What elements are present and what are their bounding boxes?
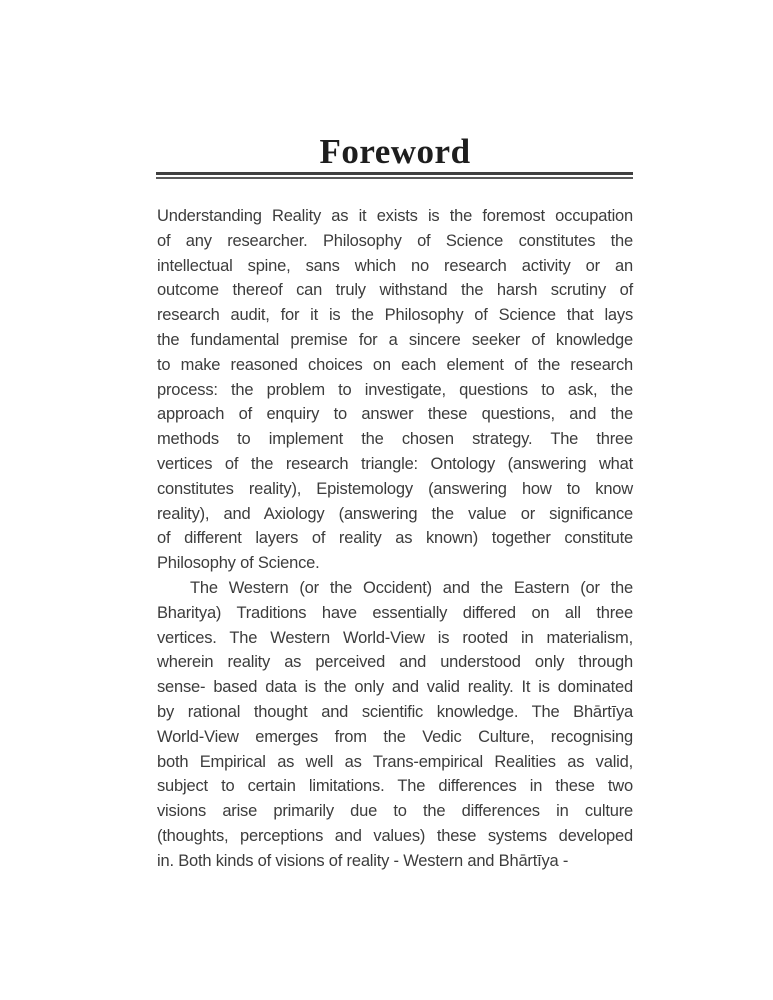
- text-line: intellectual spine, sans which no research activity or an: [157, 256, 633, 275]
- text-line: visions arise primarily due to the differences in culture: [157, 802, 633, 821]
- text-line: The Western (or the Occident) and the Eastern (or the: [190, 578, 633, 597]
- text-line: outcome thereof can truly withstand the harsh scrutiny of: [157, 281, 633, 300]
- text-line: vertices of the research triangle: Ontology (answering what: [157, 454, 633, 473]
- text-line: (thoughts, perceptions and values) these systems developed: [157, 826, 633, 845]
- heading-double-rule: [156, 172, 633, 179]
- text-line: research audit, for it is the Philosophy of Science that lays: [157, 306, 633, 325]
- page-body: [157, 204, 633, 874]
- text-line: World-View emerges from the Vedic Culture, recognising: [157, 727, 633, 746]
- text-line: sense- based data is the only and valid reality. It is dominated: [157, 678, 633, 697]
- text-line: methods to implement the chosen strategy. The three: [157, 430, 633, 449]
- text-line: subject to certain limitations. The differences in these two: [157, 777, 633, 796]
- text-line: process: the problem to investigate, questions to ask, the: [157, 380, 633, 399]
- paragraph: [157, 576, 633, 874]
- paragraph: [157, 204, 633, 576]
- text-line: reality), and Axiology (answering the value or significance: [157, 504, 633, 523]
- page-title: Foreword: [319, 132, 471, 171]
- text-line: Philosophy of Science.: [157, 554, 320, 573]
- text-line: Bharitya) Traditions have essentially differed on all three: [157, 603, 633, 622]
- text-line: of any researcher. Philosophy of Science constitutes the: [157, 231, 633, 250]
- text-line: both Empirical as well as Trans-empirical Realities as valid,: [157, 752, 633, 771]
- text-line: wherein reality as perceived and understood only through: [157, 653, 633, 672]
- text-line: to make reasoned choices on each element of the research: [157, 355, 633, 374]
- text-line: of different layers of reality as known) together constitute: [157, 529, 633, 548]
- text-line: vertices. The Western World-View is rooted in materialism,: [157, 628, 633, 647]
- text-line: by rational thought and scientific knowledge. The Bhārtīya: [157, 702, 633, 721]
- text-line: constitutes reality), Epistemology (answering how to know: [157, 479, 633, 498]
- text-line: approach of enquiry to answer these questions, and the: [157, 405, 633, 424]
- text-line: the fundamental premise for a sincere seeker of knowledge: [157, 330, 633, 349]
- text-line: Understanding Reality as it exists is the foremost occupation: [157, 207, 633, 225]
- text-line: in. Both kinds of visions of reality - Western and Bhārtīya -: [157, 851, 569, 870]
